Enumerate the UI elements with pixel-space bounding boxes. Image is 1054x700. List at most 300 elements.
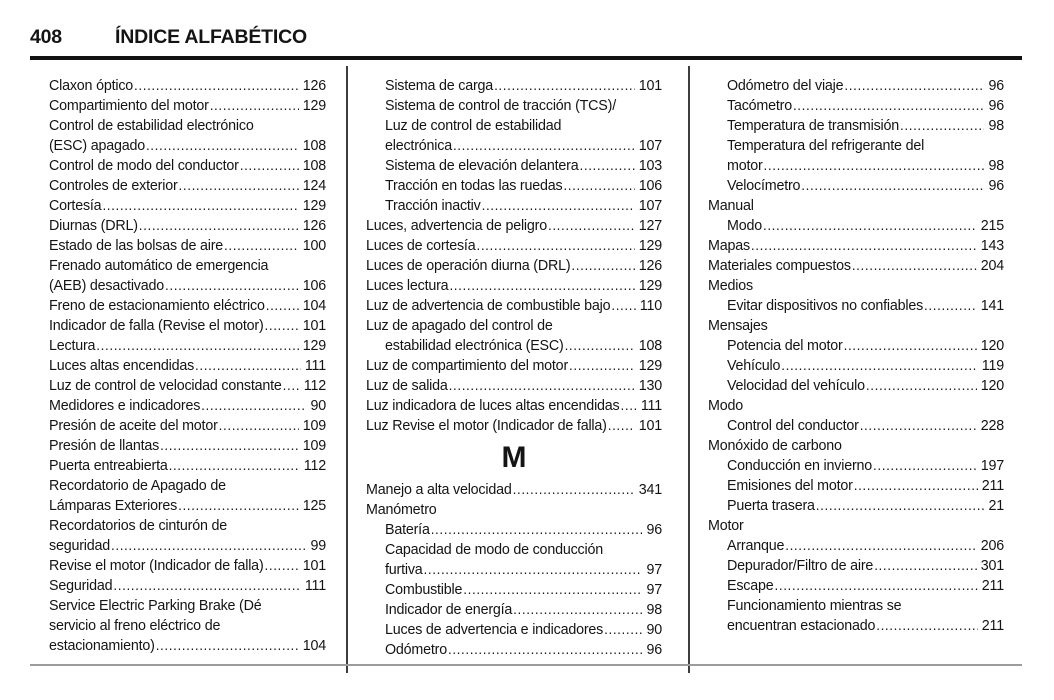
entry-page-number: 124 xyxy=(302,178,326,194)
entry-page-number: 108 xyxy=(638,338,662,354)
index-entry-label: Luz Revise el motor (Indicador de falla) xyxy=(366,418,607,434)
entry-page-number: 111 xyxy=(304,578,326,594)
entry-page-number: 106 xyxy=(302,278,326,294)
column-divider-1 xyxy=(346,66,348,673)
dot-leader xyxy=(900,116,984,136)
index-line xyxy=(366,116,662,136)
index-line xyxy=(30,336,326,356)
index-entry-label: Indicador de energía xyxy=(385,602,513,618)
index-entry-label: Conducción en invierno xyxy=(727,458,873,474)
index-entry-label: Monóxido de carbono xyxy=(708,438,842,454)
dot-leader xyxy=(775,576,978,596)
index-entry-label: Capacidad de modo de conducción xyxy=(385,542,603,558)
dot-leader xyxy=(266,296,299,316)
index-entry-label: Luces de operación diurna (DRL) xyxy=(366,258,571,274)
dot-leader xyxy=(569,356,635,376)
index-line xyxy=(366,96,662,116)
index-line xyxy=(708,476,1004,496)
index-line xyxy=(30,256,326,276)
index-line xyxy=(708,356,1004,376)
entry-page-number: 97 xyxy=(646,562,662,578)
dot-leader xyxy=(96,336,298,356)
index-line xyxy=(366,620,662,640)
index-entry-label: Odómetro xyxy=(385,642,447,658)
index-column-3 xyxy=(708,76,1004,636)
entry-page-number: 101 xyxy=(638,78,662,94)
index-line xyxy=(366,196,662,216)
dot-leader xyxy=(134,76,299,96)
index-line xyxy=(366,500,662,520)
dot-leader xyxy=(453,136,635,156)
dot-leader xyxy=(156,636,299,656)
entry-page-number: 111 xyxy=(304,358,326,374)
index-entry-label: Tracción en todas las ruedas xyxy=(385,178,563,194)
dot-leader xyxy=(494,76,635,96)
dot-leader xyxy=(513,600,642,620)
index-line xyxy=(30,376,326,396)
index-line xyxy=(708,516,1004,536)
index-entry-label: Luz indicadora de luces altas encendidas xyxy=(366,398,620,414)
index-line xyxy=(30,556,326,576)
index-entry-label: servicio al freno eléctrico de xyxy=(49,618,221,634)
index-line xyxy=(708,316,1004,336)
index-line xyxy=(366,296,662,316)
entry-page-number: 341 xyxy=(638,482,662,498)
index-entry-label: Funcionamiento mientras se xyxy=(727,598,902,614)
index-line xyxy=(30,316,326,336)
dot-leader xyxy=(571,256,634,276)
index-entry-label: Potencia del motor xyxy=(727,338,843,354)
index-line xyxy=(366,76,662,96)
entry-page-number: 96 xyxy=(988,178,1004,194)
index-line xyxy=(366,540,662,560)
entry-page-number: 126 xyxy=(302,78,326,94)
index-entry-label: Estado de las bolsas de aire xyxy=(49,238,224,254)
index-entry-label: Evitar dispositivos no confiables xyxy=(727,298,924,314)
index-line xyxy=(708,276,1004,296)
entry-page-number: 228 xyxy=(980,418,1004,434)
dot-leader xyxy=(621,396,637,416)
index-entry-label: Temperatura del refrigerante del xyxy=(727,138,925,154)
index-line xyxy=(30,636,326,656)
dot-leader xyxy=(781,356,978,376)
index-line xyxy=(708,296,1004,316)
section-letter: M xyxy=(501,441,527,474)
page-title: ÍNDICE ALFABÉTICO xyxy=(115,26,307,48)
index-line xyxy=(366,396,662,416)
entry-page-number: 215 xyxy=(980,218,1004,234)
index-entry-label: Sistema de control de tracción (TCS)/ xyxy=(385,98,616,114)
index-line xyxy=(30,496,326,516)
index-entry-label: Presión de aceite del motor xyxy=(49,418,218,434)
index-entry-label: Vehículo xyxy=(727,358,781,374)
index-line xyxy=(708,396,1004,416)
index-entry-label: Medidores e indicadores xyxy=(49,398,201,414)
dot-leader xyxy=(513,480,635,500)
index-entry-label: Combustible xyxy=(385,582,463,598)
entry-page-number: 96 xyxy=(646,522,662,538)
index-line xyxy=(708,416,1004,436)
header-rule xyxy=(30,56,1022,60)
dot-leader xyxy=(924,296,977,316)
index-line xyxy=(366,176,662,196)
index-entry-label: Luces de advertencia e indicadores xyxy=(385,622,604,638)
dot-leader xyxy=(801,176,984,196)
index-line xyxy=(708,216,1004,236)
index-line xyxy=(30,236,326,256)
index-entry-label: Controles de exterior xyxy=(49,178,178,194)
index-line xyxy=(708,496,1004,516)
entry-page-number: 129 xyxy=(302,338,326,354)
dot-leader xyxy=(449,276,634,296)
dot-leader xyxy=(210,96,299,116)
index-line xyxy=(366,276,662,296)
index-entry-label: Tacómetro xyxy=(727,98,792,114)
entry-page-number: 301 xyxy=(980,558,1004,574)
index-line xyxy=(30,196,326,216)
index-entry-label: Velocímetro xyxy=(727,178,801,194)
entry-page-number: 120 xyxy=(980,338,1004,354)
entry-page-number: 112 xyxy=(303,378,326,394)
index-entry-label: estacionamiento) xyxy=(49,638,155,654)
index-entry-label: Arranque xyxy=(727,538,785,554)
entry-page-number: 126 xyxy=(302,218,326,234)
entry-page-number: 101 xyxy=(638,418,662,434)
index-line xyxy=(708,136,1004,156)
index-entry-label: Compartimiento del motor xyxy=(49,98,209,114)
index-entry-label: Luces de cortesía xyxy=(366,238,476,254)
index-entry-label: Temperatura de transmisión xyxy=(727,118,900,134)
column-divider-2 xyxy=(688,66,690,673)
dot-leader xyxy=(604,620,642,640)
dot-leader xyxy=(764,156,985,176)
index-entry-label: Luz de control de estabilidad xyxy=(385,118,562,134)
index-entry-label: Luces altas encendidas xyxy=(49,358,195,374)
dot-leader xyxy=(240,156,299,176)
index-line xyxy=(366,136,662,156)
dot-leader xyxy=(580,156,635,176)
index-entry-label: Control del conductor xyxy=(727,418,859,434)
entry-page-number: 90 xyxy=(646,622,662,638)
index-entry-label: estabilidad electrónica (ESC) xyxy=(385,338,564,354)
index-line xyxy=(30,96,326,116)
index-entry-label: Mapas xyxy=(708,238,750,254)
dot-leader xyxy=(852,256,977,276)
dot-leader xyxy=(283,376,300,396)
index-entry-label: Modo xyxy=(727,218,762,234)
dot-leader xyxy=(424,560,643,580)
index-entry-label: Manual xyxy=(708,198,754,214)
entry-page-number: 21 xyxy=(988,498,1004,514)
entry-page-number: 120 xyxy=(980,378,1004,394)
index-line xyxy=(708,616,1004,636)
index-line xyxy=(366,216,662,236)
index-entry-label: Diurnas (DRL) xyxy=(49,218,138,234)
index-column-2 xyxy=(366,76,662,660)
index-line xyxy=(30,436,326,456)
index-entry-label: Lectura xyxy=(49,338,96,354)
index-column-1 xyxy=(30,76,326,656)
entry-page-number: 108 xyxy=(302,138,326,154)
dot-leader xyxy=(431,520,643,540)
index-entry-label: Tracción inactiv xyxy=(385,198,481,214)
entry-page-number: 197 xyxy=(980,458,1004,474)
index-entry-label: motor xyxy=(727,158,763,174)
index-entry-label: Luces, advertencia de peligro xyxy=(366,218,547,234)
entry-page-number: 90 xyxy=(310,398,326,414)
index-line xyxy=(366,256,662,276)
index-line xyxy=(366,156,662,176)
index-entry-label: Emisiones del motor xyxy=(727,478,853,494)
index-line xyxy=(30,576,326,596)
entry-page-number: 129 xyxy=(302,98,326,114)
dot-leader xyxy=(874,556,977,576)
entry-page-number: 125 xyxy=(302,498,326,514)
index-line xyxy=(366,600,662,620)
index-line xyxy=(708,156,1004,176)
index-line xyxy=(708,596,1004,616)
dot-leader xyxy=(565,336,635,356)
index-line xyxy=(30,176,326,196)
dot-leader xyxy=(563,176,634,196)
dot-leader xyxy=(113,576,300,596)
index-line xyxy=(30,156,326,176)
index-line xyxy=(708,576,1004,596)
index-entry-label: Modo xyxy=(708,398,743,414)
index-line xyxy=(30,136,326,156)
index-entry-label: (ESC) apagado xyxy=(49,138,145,154)
index-line xyxy=(708,96,1004,116)
index-entry-label: Depurador/Filtro de aire xyxy=(727,558,874,574)
index-line xyxy=(708,256,1004,276)
index-line xyxy=(30,616,326,636)
index-entry-label: Sistema de carga xyxy=(385,78,494,94)
index-entry-label: Control de estabilidad electrónico xyxy=(49,118,254,134)
page-header xyxy=(30,26,307,49)
entry-page-number: 211 xyxy=(981,578,1004,594)
index-line xyxy=(366,560,662,580)
dot-leader xyxy=(219,416,299,436)
dot-leader xyxy=(201,396,306,416)
index-entry-label: Luz de advertencia de combustible bajo xyxy=(366,298,611,314)
index-line xyxy=(708,336,1004,356)
index-line xyxy=(30,536,326,556)
index-line xyxy=(366,236,662,256)
index-entry-label: Indicador de falla (Revise el motor) xyxy=(49,318,264,334)
dot-leader xyxy=(854,476,978,496)
dot-leader xyxy=(482,196,635,216)
index-line xyxy=(30,476,326,496)
dot-leader xyxy=(179,176,299,196)
entry-page-number: 104 xyxy=(302,638,326,654)
entry-page-number: 99 xyxy=(310,538,326,554)
entry-page-number: 204 xyxy=(980,258,1004,274)
index-line xyxy=(366,416,662,436)
index-line xyxy=(30,416,326,436)
entry-page-number: 109 xyxy=(302,438,326,454)
index-entry-label: Luz de apagado del control de xyxy=(366,318,553,334)
index-line xyxy=(30,276,326,296)
dot-leader xyxy=(146,136,299,156)
entry-page-number: 129 xyxy=(638,238,662,254)
entry-page-number: 119 xyxy=(981,358,1004,374)
entry-page-number: 103 xyxy=(638,158,662,174)
index-entry-label: Recordatorio de Apagado de xyxy=(49,478,226,494)
index-line xyxy=(708,456,1004,476)
index-entry-label: Recordatorios de cinturón de xyxy=(49,518,227,534)
entry-page-number: 206 xyxy=(980,538,1004,554)
entry-page-number: 100 xyxy=(302,238,326,254)
index-entry-label: Frenado automático de emergencia xyxy=(49,258,269,274)
index-line xyxy=(708,76,1004,96)
dot-leader xyxy=(224,236,299,256)
entry-page-number: 108 xyxy=(302,158,326,174)
index-line xyxy=(30,76,326,96)
dot-leader xyxy=(160,436,299,456)
index-line xyxy=(366,520,662,540)
index-entry-label: seguridad xyxy=(49,538,110,554)
index-entry-label: Sistema de elevación delantera xyxy=(385,158,579,174)
index-entry-label: Revise el motor (Indicador de falla) xyxy=(49,558,264,574)
index-entry-label: Escape xyxy=(727,578,774,594)
index-entry-label: Luz de compartimiento del motor xyxy=(366,358,568,374)
index-entry-label: Manómetro xyxy=(366,502,437,518)
entry-page-number: 141 xyxy=(980,298,1004,314)
entry-page-number: 98 xyxy=(988,118,1004,134)
dot-leader xyxy=(449,376,635,396)
dot-leader xyxy=(195,356,301,376)
entry-page-number: 98 xyxy=(646,602,662,618)
index-line xyxy=(708,236,1004,256)
index-entry-label: Batería xyxy=(385,522,430,538)
entry-page-number: 97 xyxy=(646,582,662,598)
index-line xyxy=(366,316,662,336)
entry-page-number: 112 xyxy=(303,458,326,474)
index-line xyxy=(30,116,326,136)
entry-page-number: 107 xyxy=(638,138,662,154)
index-entry-label: electrónica xyxy=(385,138,452,154)
dot-leader xyxy=(844,76,984,96)
index-line xyxy=(30,456,326,476)
entry-page-number: 130 xyxy=(638,378,662,394)
entry-page-number: 126 xyxy=(638,258,662,274)
index-entry-label: Luz de salida xyxy=(366,378,448,394)
index-line xyxy=(30,356,326,376)
index-entry-label: Puerta entreabierta xyxy=(49,458,168,474)
entry-page-number: 107 xyxy=(638,198,662,214)
dot-leader xyxy=(265,316,299,336)
index-line xyxy=(30,396,326,416)
entry-page-number: 111 xyxy=(640,398,662,414)
dot-leader xyxy=(165,276,299,296)
index-entry-label: encuentran estacionado xyxy=(727,618,876,634)
index-entry-label: Service Electric Parking Brake (Dé xyxy=(49,598,262,614)
entry-page-number: 211 xyxy=(981,478,1004,494)
entry-page-number: 110 xyxy=(639,298,662,314)
entry-page-number: 101 xyxy=(302,318,326,334)
index-line xyxy=(30,596,326,616)
dot-leader xyxy=(860,416,977,436)
index-line xyxy=(366,376,662,396)
entry-page-number: 104 xyxy=(302,298,326,314)
entry-page-number: 101 xyxy=(302,558,326,574)
dot-leader xyxy=(873,456,977,476)
index-entry-label: Manejo a alta velocidad xyxy=(366,482,512,498)
entry-page-number: 211 xyxy=(981,618,1004,634)
bottom-rule xyxy=(30,664,1022,666)
index-entry-label: Control de modo del conductor xyxy=(49,158,239,174)
index-entry-label: Puerta trasera xyxy=(727,498,815,514)
index-entry-label: Luz de control de velocidad constante xyxy=(49,378,282,394)
index-entry-label: Cortesía xyxy=(49,198,102,214)
index-line xyxy=(708,376,1004,396)
dot-leader xyxy=(816,496,985,516)
entry-page-number: 129 xyxy=(302,198,326,214)
dot-leader xyxy=(463,580,642,600)
index-entry-label: Presión de llantas xyxy=(49,438,160,454)
entry-page-number: 96 xyxy=(988,98,1004,114)
entry-page-number: 96 xyxy=(646,642,662,658)
index-entry-label: Materiales compuestos xyxy=(708,258,851,274)
dot-leader xyxy=(608,416,635,436)
dot-leader xyxy=(785,536,977,556)
index-line xyxy=(708,196,1004,216)
index-line xyxy=(366,480,662,500)
index-entry-label: Seguridad xyxy=(49,578,113,594)
index-line xyxy=(708,536,1004,556)
entry-page-number: 127 xyxy=(638,218,662,234)
dot-leader xyxy=(102,196,298,216)
index-entry-label: (AEB) desactivado xyxy=(49,278,165,294)
index-entry-label: Lámparas Exteriores xyxy=(49,498,178,514)
dot-leader xyxy=(178,496,299,516)
index-line xyxy=(366,580,662,600)
index-entry-label: Luces lectura xyxy=(366,278,449,294)
dot-leader xyxy=(139,216,299,236)
index-line xyxy=(30,216,326,236)
dot-leader xyxy=(169,456,300,476)
index-entry-label: Mensajes xyxy=(708,318,768,334)
dot-leader xyxy=(751,236,977,256)
index-entry-label: Claxon óptico xyxy=(49,78,134,94)
index-entry-label: Medios xyxy=(708,278,753,294)
page-number: 408 xyxy=(30,26,62,48)
dot-leader xyxy=(763,216,977,236)
entry-page-number: 106 xyxy=(638,178,662,194)
entry-page-number: 143 xyxy=(980,238,1004,254)
index-line xyxy=(708,176,1004,196)
entry-page-number: 96 xyxy=(988,78,1004,94)
index-line xyxy=(708,116,1004,136)
entry-page-number: 98 xyxy=(988,158,1004,174)
dot-leader xyxy=(611,296,635,316)
index-line xyxy=(366,356,662,376)
dot-leader xyxy=(476,236,634,256)
entry-page-number: 129 xyxy=(638,358,662,374)
dot-leader xyxy=(793,96,985,116)
index-line xyxy=(366,336,662,356)
dot-leader xyxy=(548,216,635,236)
index-line xyxy=(366,640,662,660)
dot-leader xyxy=(866,376,977,396)
index-entry-label: Odómetro del viaje xyxy=(727,78,844,94)
index-entry-label: Motor xyxy=(708,518,744,534)
dot-leader xyxy=(111,536,306,556)
index-entry-label: Velocidad del vehículo xyxy=(727,378,865,394)
index-line xyxy=(30,516,326,536)
dot-leader xyxy=(876,616,978,636)
dot-leader xyxy=(448,640,643,660)
